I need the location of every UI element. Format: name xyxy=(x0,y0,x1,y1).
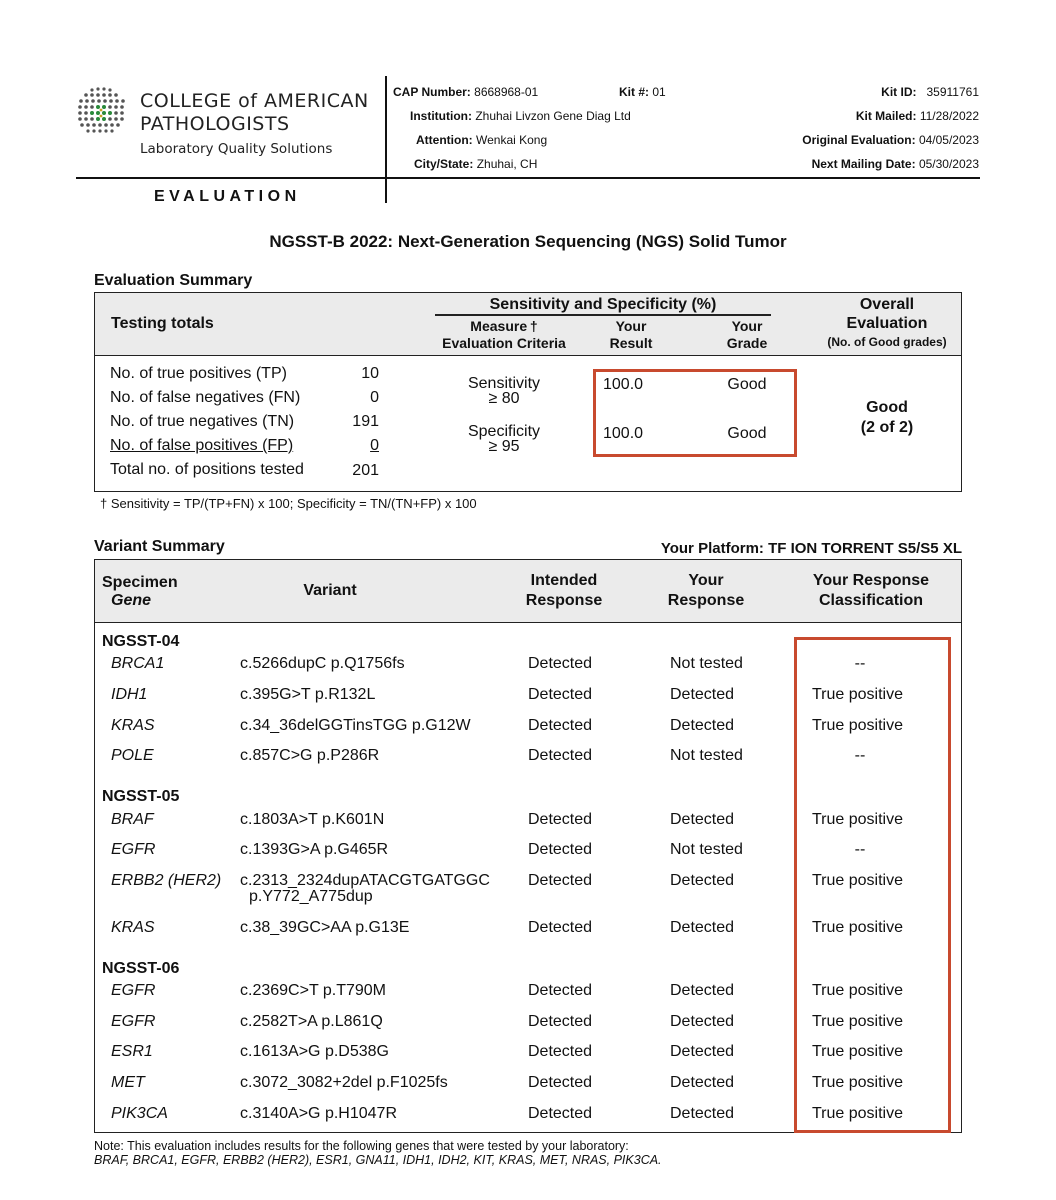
summary-header xyxy=(95,293,961,356)
summary-footnote: † Sensitivity = TP/(TP+FN) x 100; Specificity = TN/(TN+FP) x 100 xyxy=(100,496,477,511)
city-line xyxy=(414,157,537,171)
variant-cell: c.1393G>A p.G465R xyxy=(240,841,389,858)
specificity-result: 100.0 xyxy=(603,425,644,442)
fp-label: No. of false positives (FP) xyxy=(110,437,294,454)
classification-cell: True positive xyxy=(812,717,903,734)
col-your-2: Response xyxy=(667,592,745,609)
col-classification-2: Classification xyxy=(818,592,924,609)
measure-heading: Measure † xyxy=(470,318,538,334)
your-grade-heading-2: Grade xyxy=(726,335,768,351)
gene-cell: IDH1 xyxy=(111,686,148,703)
variant-cell: c.2369C>T p.T790M xyxy=(240,982,387,999)
specificity-label: Specificity xyxy=(467,423,541,440)
classification-cell: True positive xyxy=(812,686,903,703)
your-grade-heading-1: Your xyxy=(731,318,763,334)
gene-cell: PIK3CA xyxy=(111,1105,168,1122)
your-response-cell: Detected xyxy=(670,872,735,889)
variant-cell: c.5266dupC p.Q1756fs xyxy=(240,655,405,672)
intended-cell: Detected xyxy=(528,919,593,936)
sensitivity-label: Sensitivity xyxy=(467,375,541,392)
overall-heading-1: Overall xyxy=(859,296,915,313)
col-specimen: Specimen xyxy=(102,574,178,591)
your-response-cell: Not tested xyxy=(670,841,743,858)
gene-cell: EGFR xyxy=(111,982,156,999)
intended-cell: Detected xyxy=(528,1105,593,1122)
kit-id-label: Kit ID: xyxy=(881,85,917,99)
attention-value: Wenkai Kong xyxy=(476,133,548,147)
evaluation-label: EVALUATION xyxy=(154,188,301,205)
gene-cell: ESR1 xyxy=(111,1043,153,1060)
col-classification-1: Your Response xyxy=(812,572,930,589)
col-your-1: Your xyxy=(688,572,724,589)
your-response-cell: Detected xyxy=(670,982,735,999)
logo-line3: Laboratory Quality Solutions xyxy=(140,141,333,157)
kit-number-value: 01 xyxy=(652,85,666,99)
institution-value: Zhuhai Livzon Gene Diag Ltd xyxy=(475,109,631,123)
gene-cell: BRCA1 xyxy=(111,655,165,672)
classification-cell: True positive xyxy=(812,1043,903,1060)
tn-label: No. of true negatives (TN) xyxy=(110,413,295,430)
note-line1: Note: This evaluation includes results for the following genes that were tested by your laboratory: xyxy=(94,1139,629,1153)
specificity-grade: Good xyxy=(727,425,767,442)
variant-summary-table xyxy=(94,559,962,1133)
your-result-heading-2: Result xyxy=(609,335,653,351)
gene-cell: KRAS xyxy=(111,919,155,936)
attention-line xyxy=(416,133,547,147)
specimen-label: NGSST-04 xyxy=(102,633,180,650)
col-gene: Gene xyxy=(111,592,152,609)
col-intended-2: Response xyxy=(525,592,603,609)
note-line2: BRAF, BRCA1, EGFR, ERBB2 (HER2), ESR1, GNA11, IDH1, IDH2, KIT, KRAS, MET, NRAS, PIK3CA. xyxy=(94,1153,662,1167)
kit-id-value: 35911761 xyxy=(926,85,979,99)
tp-value: 10 xyxy=(361,365,379,382)
classification-cell: True positive xyxy=(812,982,903,999)
variant-cell-line2: p.Y772_A775dup xyxy=(249,888,373,905)
intended-cell: Detected xyxy=(528,811,593,828)
kit-id-line xyxy=(881,85,979,99)
variant-cell: c.38_39GC>AA p.G13E xyxy=(240,919,410,936)
institution-line xyxy=(410,109,631,123)
kit-number-label: Kit #: xyxy=(619,85,649,99)
gene-cell: KRAS xyxy=(111,717,155,734)
logo-line1: COLLEGE of AMERICAN xyxy=(140,90,369,112)
fn-value: 0 xyxy=(370,389,379,406)
next-mailing-label: Next Mailing Date: xyxy=(811,157,916,171)
next-mailing-value: 05/30/2023 xyxy=(918,157,979,171)
fn-label: No. of false negatives (FN) xyxy=(110,389,301,406)
classification-cell: True positive xyxy=(812,919,903,936)
intended-cell: Detected xyxy=(528,1074,593,1091)
your-result-heading-1: Your xyxy=(615,318,647,334)
sens-spec-highlight-box xyxy=(593,369,797,457)
classification-cell: True positive xyxy=(812,811,903,828)
intended-cell: Detected xyxy=(528,747,593,764)
intended-cell: Detected xyxy=(528,872,593,889)
variant-header xyxy=(95,560,961,623)
criteria-heading: Evaluation Criteria xyxy=(442,335,566,351)
header-horizontal-divider xyxy=(76,177,980,179)
next-mailing-line xyxy=(812,157,979,171)
intended-cell: Detected xyxy=(528,686,593,703)
variant-cell: c.1613A>G p.D538G xyxy=(240,1043,389,1060)
variant-cell: c.395G>T p.R132L xyxy=(240,686,376,703)
genes-note xyxy=(94,1139,662,1167)
original-evaluation-label: Original Evaluation: xyxy=(802,133,916,147)
classification-cell: True positive xyxy=(812,1074,903,1091)
variant-cell: c.3140A>G p.H1047R xyxy=(240,1105,397,1122)
intended-cell: Detected xyxy=(528,982,593,999)
original-evaluation-line xyxy=(802,133,979,147)
overall-result-2: (2 of 2) xyxy=(860,419,914,436)
header-vertical-divider xyxy=(385,76,387,203)
classification-cell: -- xyxy=(854,841,866,858)
city-label: City/State: xyxy=(414,157,474,171)
your-response-cell: Detected xyxy=(670,1105,735,1122)
document-title: NGSST-B 2022: Next-Generation Sequencing (NGS) Solid Tumor xyxy=(269,232,787,251)
logo-line2: PATHOLOGISTS xyxy=(140,113,290,135)
overall-result-1: Good xyxy=(866,399,908,416)
variant-cell: c.3072_3082+2del p.F1025fs xyxy=(240,1074,448,1091)
tp-label: No. of true positives (TP) xyxy=(110,365,287,382)
cap-number-label: CAP Number: xyxy=(393,85,471,99)
classification-cell: -- xyxy=(854,655,866,672)
specimen-label: NGSST-06 xyxy=(102,960,180,977)
kit-number-line xyxy=(619,85,666,99)
evaluation-summary-title: Evaluation Summary xyxy=(94,272,253,289)
kit-mailed-line xyxy=(856,109,979,123)
testing-totals-heading: Testing totals xyxy=(111,315,214,332)
classification-cell: True positive xyxy=(812,872,903,889)
cap-number-line xyxy=(393,85,538,99)
platform-label: Your Platform: TF ION TORRENT S5/S5 XL xyxy=(660,540,962,557)
variant-cell: c.1803A>T p.K601N xyxy=(240,811,385,828)
col-variant: Variant xyxy=(303,582,357,599)
your-response-cell: Detected xyxy=(670,1043,735,1060)
gene-cell: BRAF xyxy=(111,811,154,828)
intended-cell: Detected xyxy=(528,841,593,858)
original-evaluation-value: 04/05/2023 xyxy=(918,133,979,147)
col-intended-1: Intended xyxy=(530,572,598,589)
tn-value: 191 xyxy=(352,413,379,430)
intended-cell: Detected xyxy=(528,655,593,672)
variant-cell: c.34_36delGGTinsTGG p.G12W xyxy=(240,717,471,734)
cap-logo-text xyxy=(140,90,369,157)
overall-heading-3: (No. of Good grades) xyxy=(827,335,947,349)
gene-cell: ERBB2 (HER2) xyxy=(111,872,222,889)
sensitivity-result: 100.0 xyxy=(603,376,644,393)
cap-logo-icon xyxy=(76,86,128,138)
your-response-cell: Not tested xyxy=(670,747,743,764)
overall-heading-2: Evaluation xyxy=(846,315,928,332)
your-response-cell: Detected xyxy=(670,919,735,936)
classification-cell: True positive xyxy=(812,1013,903,1030)
your-response-cell: Detected xyxy=(670,811,735,828)
evaluation-summary-table xyxy=(94,292,962,492)
gene-cell: POLE xyxy=(111,747,154,764)
sens-spec-underline xyxy=(435,314,771,316)
classification-highlight-box xyxy=(794,637,951,1133)
sens-spec-heading: Sensitivity and Specificity (%) xyxy=(489,296,717,313)
fp-value: 0 xyxy=(370,437,379,454)
your-response-cell: Detected xyxy=(670,1074,735,1091)
city-value: Zhuhai, CH xyxy=(476,157,538,171)
kit-mailed-label: Kit Mailed: xyxy=(855,109,917,123)
total-label: Total no. of positions tested xyxy=(110,461,304,478)
variant-cell: c.2313_2324dupATACGTGATGGC xyxy=(240,872,490,889)
your-response-cell: Not tested xyxy=(670,655,743,672)
cap-number-value: 8668968-01 xyxy=(474,85,539,99)
intended-cell: Detected xyxy=(528,717,593,734)
variant-cell: c.857C>G p.P286R xyxy=(240,747,380,764)
your-response-cell: Detected xyxy=(670,717,735,734)
institution-label: Institution: xyxy=(410,109,472,123)
sensitivity-criteria: ≥ 80 xyxy=(488,390,520,407)
classification-cell: True positive xyxy=(812,1105,903,1122)
gene-cell: EGFR xyxy=(111,841,156,858)
attention-label: Attention: xyxy=(416,133,473,147)
intended-cell: Detected xyxy=(528,1013,593,1030)
kit-mailed-value: 11/28/2022 xyxy=(919,109,979,123)
classification-cell: -- xyxy=(854,747,866,764)
specimen-label: NGSST-05 xyxy=(102,788,180,805)
specificity-criteria: ≥ 95 xyxy=(488,438,520,455)
sensitivity-grade: Good xyxy=(727,376,767,393)
your-response-cell: Detected xyxy=(670,1013,735,1030)
variant-summary-title: Variant Summary xyxy=(94,538,225,555)
variant-cell: c.2582T>A p.L861Q xyxy=(240,1013,383,1030)
intended-cell: Detected xyxy=(528,1043,593,1060)
your-response-cell: Detected xyxy=(670,686,735,703)
total-value: 201 xyxy=(352,462,379,479)
gene-cell: MET xyxy=(111,1074,145,1091)
gene-cell: EGFR xyxy=(111,1013,156,1030)
